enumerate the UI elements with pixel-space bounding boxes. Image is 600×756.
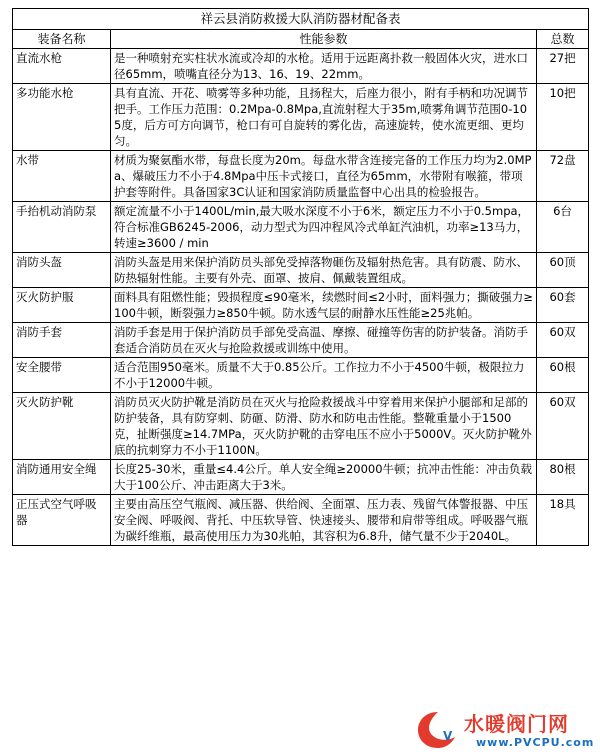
equipment-params: 是一种喷射充实柱状水流或冷却的水枪。适用于远距离扑救一般固体火灾，进水口径65mm，喷嘴直径分为13、16、19、22mm。 bbox=[111, 49, 537, 84]
table-row bbox=[13, 151, 589, 202]
equipment-params: 材质为聚氨酯水带，每盘长度为20m。每盘水带含连接完备的工作压力均为2.0MPa、爆破压力不小于4.8Mpa中压卡式接口，直径为65mm，水带附有喉箍，带项护套等附件。具备国家3C认证和国家消防质量监督中心出具的检验报告。 bbox=[111, 151, 537, 202]
equipment-name: 安全腰带 bbox=[13, 358, 111, 393]
table-row bbox=[13, 495, 589, 546]
equipment-params: 适合范围950毫米。质量不大于0.85公斤。工作拉力不小于4500牛顿，极限拉力不小于12000牛顿。 bbox=[111, 358, 537, 393]
equipment-params: 消防手套是用于保护消防员手部免受高温、摩擦、碰撞等伤害的防护装备。消防手套适合消防员在灭火与抢险救援或训练中使用。 bbox=[111, 323, 537, 358]
equipment-total: 60双 bbox=[537, 393, 589, 460]
equipment-total: 18具 bbox=[537, 495, 589, 546]
equipment-name: 消防手套 bbox=[13, 323, 111, 358]
watermark-title: 水暖阀门网 bbox=[464, 712, 569, 736]
pv-logo-icon bbox=[416, 710, 460, 750]
equipment-name: 水带 bbox=[13, 151, 111, 202]
equipment-params: 面料具有阻燃性能；毁损程度≤90毫米，续燃时间≤2小时，面料强力；撕破强力≥100牛顿，断裂强力≥850牛顿。防水透气层的耐静水压性能≥25兆帕。 bbox=[111, 288, 537, 323]
header-params: 性能参数 bbox=[111, 30, 537, 49]
table-row bbox=[13, 288, 589, 323]
equipment-total: 72盘 bbox=[537, 151, 589, 202]
watermark-url: www.PVCPU.com bbox=[476, 736, 595, 749]
equipment-params: 消防头盔是用来保护消防员头部免受掉落物砸伤及辐射热危害。具有防震、防水、防热辐射性能。主要有外壳、面罩、披肩、佩戴装置组成。 bbox=[111, 253, 537, 288]
table-row bbox=[13, 49, 589, 84]
equipment-params: 消防员灭火防护靴是消防员在灭火与抢险救援战斗中穿着用来保护小腿部和足部的防护装备，具有防穿刺、防砸、防滑、防水和防电击性能。整靴重量小于1500克，扯断强度≥14.7MPa，灭火防护靴的击穿电压不应小于5000V。灭火防护靴外底的抗刺穿力不小于1100N。 bbox=[111, 393, 537, 460]
equipment-name: 直流水枪 bbox=[13, 49, 111, 84]
equipment-name: 多功能水枪 bbox=[13, 84, 111, 151]
equipment-sheet bbox=[12, 8, 588, 546]
equipment-total: 60根 bbox=[537, 358, 589, 393]
svg-text:V: V bbox=[443, 729, 453, 743]
table-row bbox=[13, 202, 589, 253]
watermark bbox=[416, 706, 596, 754]
table-row bbox=[13, 460, 589, 495]
title-row bbox=[13, 9, 589, 30]
table-row bbox=[13, 393, 589, 460]
equipment-total: 10把 bbox=[537, 84, 589, 151]
equipment-name: 灭火防护服 bbox=[13, 288, 111, 323]
table-title: 祥云县消防救援大队消防器材配备表 bbox=[13, 9, 589, 30]
table-row bbox=[13, 358, 589, 393]
svg-text:P: P bbox=[433, 722, 445, 741]
equipment-params: 额定流量不小于1400L/min,最大吸水深度不小于6米，额定压力不小于0.5mpa，符合标准GB6245-2006，动力型式为四冲程风冷式单缸汽油机，功率≥13马力，转速≥3600 / min bbox=[111, 202, 537, 253]
table-row bbox=[13, 84, 589, 151]
header-row bbox=[13, 30, 589, 49]
equipment-params: 长度25-30米，重量≤4.4公斤。单人安全绳≥20000牛顿；抗冲击性能：冲击负载大于100公斤、冲击距离大于3米。 bbox=[111, 460, 537, 495]
equipment-name: 消防头盔 bbox=[13, 253, 111, 288]
equipment-total: 60套 bbox=[537, 288, 589, 323]
equipment-params: 具有直流、开花、喷雾等多种功能，且扬程大，后座力很小，附有手柄和功况调节把手。工作压力范围：0.2Mpa-0.8Mpa,直流射程大于35m,喷雾角调节范围0-105度，后方可方向调节，枪口有可自旋转的雾化齿，高速旋转，使水流更细、更均匀。 bbox=[111, 84, 537, 151]
equipment-name: 消防通用安全绳 bbox=[13, 460, 111, 495]
equipment-name: 手抬机动消防泵 bbox=[13, 202, 111, 253]
table-row bbox=[13, 253, 589, 288]
equipment-total: 60顶 bbox=[537, 253, 589, 288]
header-total: 总数 bbox=[537, 30, 589, 49]
header-name: 装备名称 bbox=[13, 30, 111, 49]
equipment-name: 灭火防护靴 bbox=[13, 393, 111, 460]
equipment-params: 主要由高压空气瓶阀、减压器、供给阀、全面罩、压力表、残留气体警报器、中压安全阀、呼吸阀、背托、中压软导管、快速接头、腰带和肩带等组成。呼吸器气瓶为碳纤维瓶，最高使用压力为30兆帕，其容积为6.8升，储气量不少于2040L。 bbox=[111, 495, 537, 546]
equipment-total: 60双 bbox=[537, 323, 589, 358]
equipment-total: 6台 bbox=[537, 202, 589, 253]
table-row bbox=[13, 323, 589, 358]
equipment-name: 正压式空气呼吸器 bbox=[13, 495, 111, 546]
equipment-total: 27把 bbox=[537, 49, 589, 84]
equipment-table bbox=[12, 8, 589, 546]
equipment-total: 80根 bbox=[537, 460, 589, 495]
